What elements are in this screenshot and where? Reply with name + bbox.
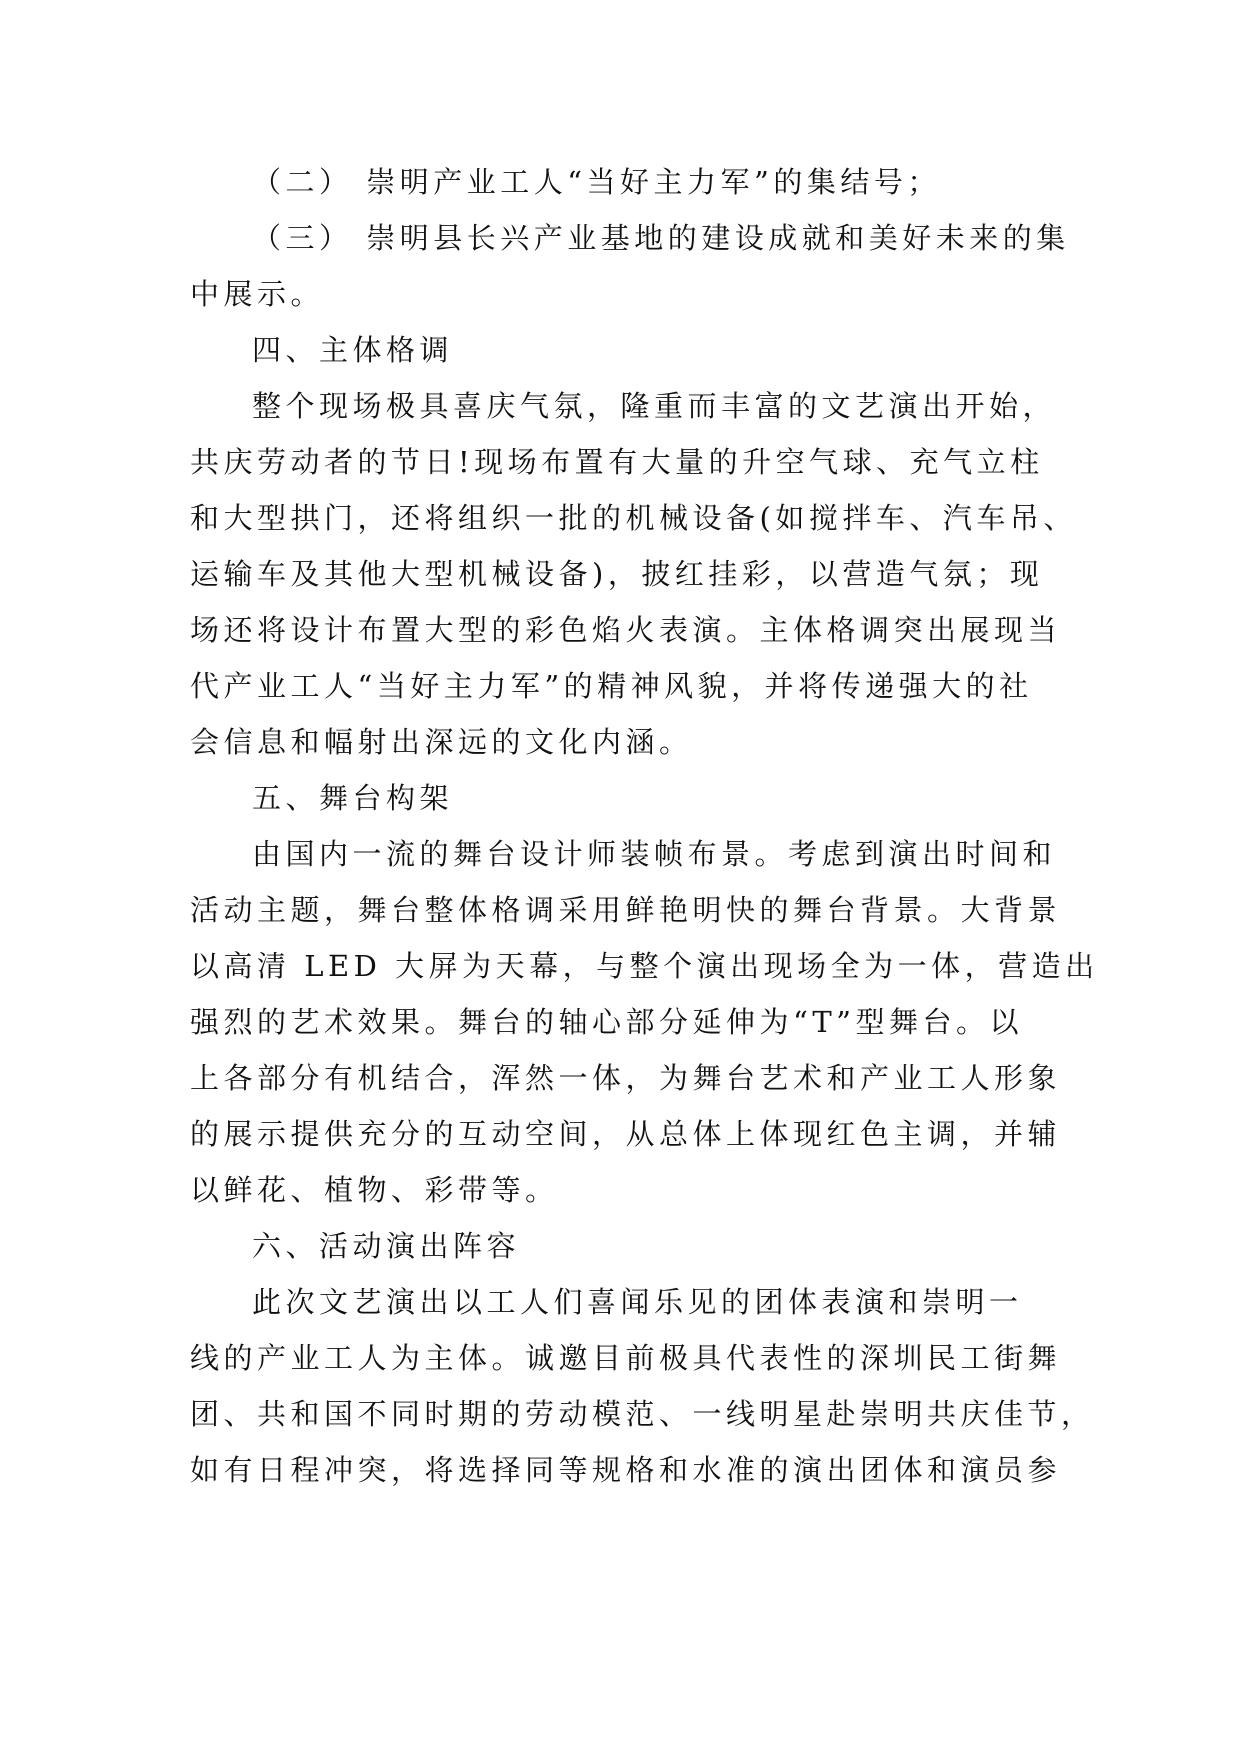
paragraph-line: 整个现场极具喜庆气氛，隆重而丰富的文艺演出开始，: [252, 389, 1057, 423]
list-item-two: （二） 崇明产业工人“当好主力军”的集结号；: [252, 165, 941, 199]
paragraph-line: 的展示提供充分的互动空间，从总体上体现红色主调，并辅: [190, 1117, 1062, 1151]
paragraph-line: 共庆劳动者的节日!现场布置有大量的升空气球、充气立柱: [190, 445, 1044, 479]
section-heading-5: 五、舞台构架: [252, 781, 454, 815]
paragraph-line: 此次文艺演出以工人们喜闻乐见的团体表演和崇明一: [252, 1285, 1023, 1319]
paragraph-line: 团、共和国不同时期的劳动模范、一线明星赴崇明共庆佳节，: [190, 1397, 1095, 1431]
paragraph-line: 以鲜花、植物、彩带等。: [190, 1173, 559, 1207]
paragraph-line: 和大型拱门，还将组织一批的机械设备(如搅拌车、汽车吊、: [190, 501, 1077, 535]
paragraph-line: 由国内一流的舞台设计师装帧布景。考虑到演出时间和: [252, 837, 1057, 871]
paragraph-line: 线的产业工人为主体。诚邀目前极具代表性的深圳民工街舞: [190, 1341, 1062, 1375]
paragraph-line: 运输车及其他大型机械设备)，披红挂彩，以营造气氛；现: [190, 557, 1044, 591]
list-item-three-continuation: 中展示。: [190, 277, 325, 311]
section-heading-6: 六、活动演出阵容: [252, 1229, 521, 1263]
section-heading-4: 四、主体格调: [252, 333, 454, 367]
list-item-three: （三） 崇明县长兴产业基地的建设成就和美好未来的集: [252, 221, 1070, 255]
paragraph-line: 以高清 LED 大屏为天幕，与整个演出现场全为一体，营造出: [190, 949, 1099, 983]
paragraph-line: 会信息和幅射出深远的文化内涵。: [190, 725, 693, 759]
paragraph-line: 活动主题，舞台整体格调采用鲜艳明快的舞台背景。大背景: [190, 893, 1062, 927]
paragraph-line: 代产业工人“当好主力军”的精神风貌，并将传递强大的社: [190, 669, 1033, 703]
paragraph-line: 上各部分有机结合，浑然一体，为舞台艺术和产业工人形象: [190, 1061, 1062, 1095]
paragraph-line: 场还将设计布置大型的彩色焰火表演。主体格调突出展现当: [190, 613, 1062, 647]
paragraph-line: 强烈的艺术效果。舞台的轴心部分延伸为“T”型舞台。以: [190, 1005, 1023, 1039]
paragraph-line: 如有日程冲突，将选择同等规格和水准的演出团体和演员参: [190, 1453, 1062, 1487]
